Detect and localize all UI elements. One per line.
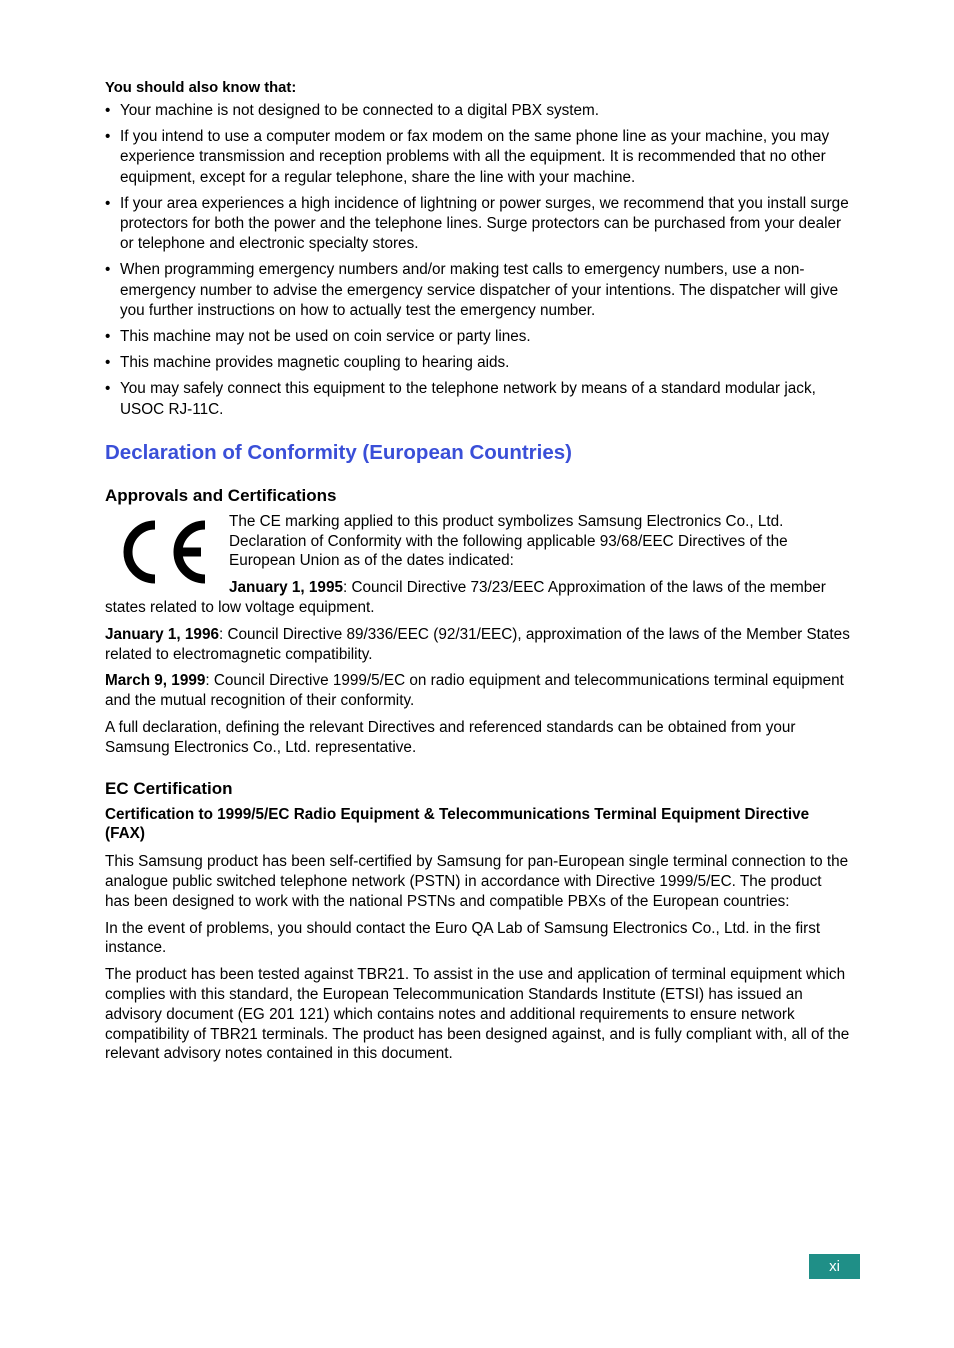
ce-section <box>105 512 850 618</box>
approvals-heading: Approvals and Certifications <box>105 485 337 505</box>
ec-certification-subheading: Certification to 1999/5/EC Radio Equipment & Telecommunications Terminal Equipment Directive (FAX) <box>105 805 810 843</box>
bullet-icon: • <box>105 354 111 372</box>
page-number-badge: xi <box>809 1254 860 1279</box>
ec-paragraph: This Samsung product has been self-certified by Samsung for pan-European single terminal connection to the analogue public switched telephone network (PSTN) in accordance with Directive 1999/5/EC. The product has been designed to work with the national PSTNs and compatible PBXs of the European countries: <box>105 853 849 910</box>
ec-certification-heading: EC Certification <box>105 778 233 798</box>
directive-text: : Council Directive 89/336/EEC (92/31/EEC), approximation of the laws of the Member States related to electromagnetic compatibility. <box>105 625 850 663</box>
bullet-icon: • <box>105 128 111 146</box>
bullet-icon: • <box>105 102 111 119</box>
directive-text: : Council Directive 1999/5/EC on radio equipment and telecommunications terminal equipment and the mutual recognition of their conformity. <box>105 672 844 710</box>
list-item: • Your machine is not designed to be connected to a digital PBX system. <box>105 101 850 121</box>
list-item: • This machine provides magnetic coupling to hearing aids. <box>105 353 850 373</box>
directive-date: January 1, 1995 <box>229 579 343 597</box>
ce-intro: The CE marking applied to this product symbolizes Samsung Electronics Co., Ltd. Declaration of Conformity with the following applicable 93/68/EEC Directives of the European Union as of the dates indicated: <box>229 512 788 570</box>
ec-paragraph: In the event of problems, you should contact the Euro QA Lab of Samsung Electronics Co., Ltd. in the first instance. <box>105 919 821 957</box>
bullet-icon: • <box>105 380 111 398</box>
directive-date: January 1, 1996 <box>105 625 219 643</box>
know-heading: You should also know that: <box>105 80 297 96</box>
full-declaration-text: A full declaration, defining the relevant Directives and referenced standards can be obtained from your Samsung Electronics Co., Ltd. representative. <box>105 719 796 756</box>
bullet-icon: • <box>105 194 111 212</box>
bullet-icon: • <box>105 328 111 346</box>
page-content <box>105 80 850 1071</box>
list-item: • If your area experiences a high incidence of lightning or power surges, we recommend that you install surge protectors for both the power and the telephone lines. Surge protectors can be purchased from your dealer or telephone and electronic specialty stores. <box>105 194 849 253</box>
directive-item <box>105 625 850 665</box>
declaration-title: Declaration of Conformity (European Countries) <box>105 440 572 464</box>
ce-mark-logo-icon <box>109 516 217 588</box>
directive-text: : Council Directive 73/23/EEC Approximation of the laws of the member states related to low voltage equipment. <box>105 579 826 617</box>
directive-item <box>105 671 850 711</box>
list-item: • This machine may not be used on coin service or party lines. <box>105 327 850 347</box>
directives-continued <box>105 625 850 758</box>
ec-paragraph: The product has been tested against TBR21. To assist in the use and application of terminal equipment which complies with this standard, the European Telecommunication Standards Institute (ETSI) has issued an advisory document (EG 201 121) which contains notes and additional requirements to ensure network compatibility of TBR21 terminals. The product has been designed against, and is fully compliant with, all of the relevant advisory notes contained in this document. <box>105 966 850 1063</box>
bullet-icon: • <box>105 261 111 279</box>
list-item: • When programming emergency numbers and/or making test calls to emergency numbers, use a non-emergency number to advise the emergency service dispatcher of your intentions. The dispatcher will give you further instructions on how to actually test the emergency number. <box>105 261 839 319</box>
list-item: • If you intend to use a computer modem or fax modem on the same phone line as your machine, you may experience transmission and reception problems with all the equipment. It is recommended that no other equipment, except for a regular telephone, share the line with your machine. <box>105 128 830 186</box>
directive-date: March 9, 1999 <box>105 672 206 690</box>
notice-list <box>105 101 850 420</box>
list-item: • You may safely connect this equipment to the telephone network by means of a standard modular jack, USOC RJ-11C. <box>105 380 816 418</box>
